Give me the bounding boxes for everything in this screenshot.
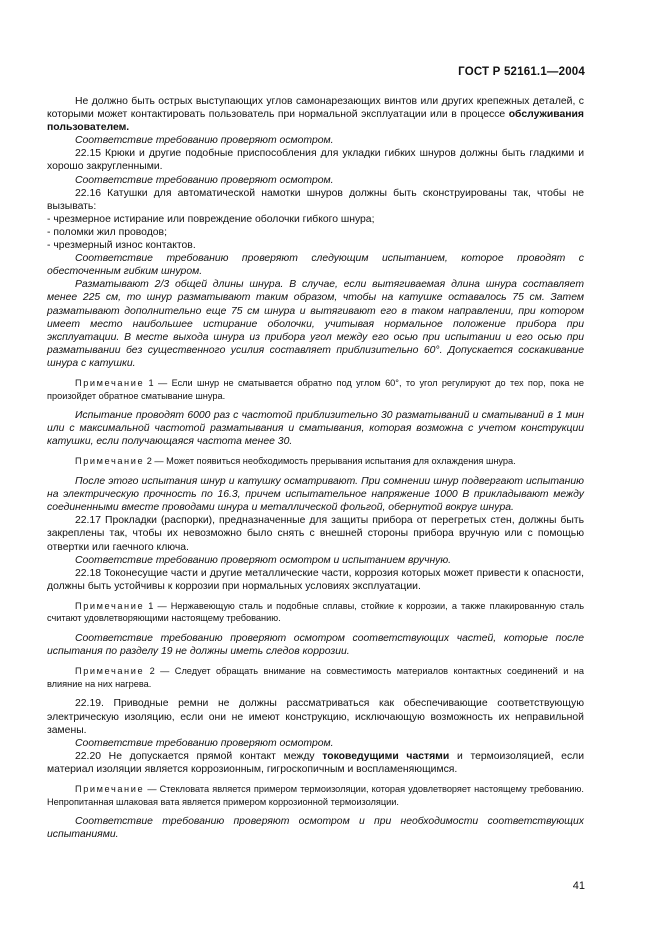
paragraph — [47, 174, 584, 187]
text-run: 22.20 Не допускается прямой контакт между — [75, 750, 323, 762]
paragraph — [47, 147, 584, 173]
document-body — [47, 95, 584, 841]
text-run: Не должно быть острых выступающих углов самонарезающих винтов или других крепежных деталей, с которыми может контактировать пользователь при нормальной эксплуатации или в процессе — [47, 96, 584, 121]
text-run: После этого испытания шнур и катушку осматривают. При сомнении шнур подвергают испытанию на электрическую прочность по 16.3, причем испытательное напряжение 1000 В прикладывают между соединенными вместе проводами шнура и металлической фольгой, обернутой вокруг шнура. — [47, 476, 584, 514]
paragraph — [47, 697, 584, 736]
text-run: - поломки жил проводов; — [47, 226, 167, 238]
text-run: Соответствие требованию проверяют осмотром. — [75, 135, 334, 147]
note-paragraph — [47, 783, 584, 808]
paragraph — [47, 239, 584, 252]
text-run: 22.17 Прокладки (распорки), предназначенные для защиты прибора от перегретых стен, должны быть закреплены так, чтобы их невозможно было снять с внешней стороны прибора вручную или с помощью отвертки или гаечного ключа. — [47, 515, 584, 553]
paragraph — [47, 278, 584, 370]
text-run: Соответствие требованию проверяют осмотром соответствующих частей, которые после испытания по разделу 19 не должны иметь следов коррозии. — [47, 633, 584, 658]
paragraph — [47, 514, 584, 553]
text-run: 22.16 Катушки для автоматической намотки шнуров должны быть сконструированы так, чтобы не вызывать: — [47, 187, 584, 212]
note-label: Примечание — [75, 377, 145, 388]
text-run: Разматывают 2/3 общей длины шнура. В случае, если вытягиваемая длина шнура составляет менее 225 см, то шнур разматывают таким образом, чтобы на катушке оставалось 75 см. Затем разматывают дополнительно еще 75 см шнура и вытягивают его в таком направлении, при котором имеет место наибольшее истирание оболочки, учитывая нормальное положение прибора при эксплуатации. В месте выхода шнура из прибора угол между его осью при испытании и его осью при разматывании без существенного усилия составляет приблизительно 60°. Допускается соскакивание шнура с катушки. — [47, 279, 584, 369]
text-run: Соответствие требованию проверяют следующим испытанием, которое проводят с обесточенным гибким шнуром. — [47, 253, 584, 278]
paragraph — [47, 409, 584, 448]
bold-term: токоведущими частями — [322, 750, 450, 762]
paragraph — [47, 632, 584, 658]
text-run: Соответствие требованию проверяют осмотром. — [75, 737, 334, 749]
document-header: ГОСТ Р 52161.1—2004 — [458, 66, 585, 78]
text-run: - чрезмерный износ контактов. — [47, 240, 196, 252]
paragraph — [47, 213, 584, 226]
note-paragraph — [47, 665, 584, 690]
text-run: и термоизоляцией, если материал изоляции является коррозионным, гигроскопичным и воспламеняющимся. — [47, 750, 585, 775]
text-run: 2 — Может появиться необходимость прерывания испытания для охлаждения шнура. — [144, 456, 516, 467]
paragraph — [47, 252, 584, 278]
note-paragraph — [47, 377, 584, 402]
text-run: 22.15 Крюки и другие подобные приспособления для укладки гибких шнуров должны быть гладкими и хорошо закругленными. — [47, 148, 584, 173]
text-run: — Стекловата является примером термоизоляции, которая удовлетворяет настоящему требованию. Непропитанная шлаковая вата является примером коррозионной термоизоляции. — [47, 784, 584, 807]
text-run: - чрезмерное истирание или повреждение оболочки гибкого шнура; — [47, 213, 375, 225]
paragraph — [47, 737, 584, 750]
note-label: Примечание — [75, 600, 145, 611]
text-run: Испытание проводят 6000 раз с частотой приблизительно 30 разматываний и сматываний в 1 мин или с максимальной частотой разматывания и сматывания, которая возможна с учетом конструкции катушки, если получающаяся частота менее 30. — [47, 410, 584, 448]
note-paragraph — [47, 455, 584, 468]
paragraph — [47, 187, 584, 213]
page-number: 41 — [572, 880, 585, 892]
note-label: Примечание — [75, 784, 145, 794]
text-run: 1 — Если шнур не сматывается обратно под углом 60°, то угол регулируют до тех пор, пока не произойдет обратное сматывание шнура. — [47, 377, 584, 401]
note-label: Примечание — [75, 666, 145, 677]
text-run: 2 — Следует обращать внимание на совместимость материалов контактных соединений и на влияние на них нагрева. — [47, 666, 584, 689]
text-run: 22.19. Приводные ремни не должны рассматриваться как обеспечивающие соответствующую электрическую изоляцию, если они не имеют конструкцию, исключающую возможность их неправильной замены. — [47, 698, 584, 736]
paragraph — [47, 815, 584, 841]
paragraph — [47, 475, 584, 514]
paragraph — [47, 567, 584, 593]
note-paragraph — [47, 600, 584, 625]
paragraph — [47, 750, 584, 776]
paragraph — [47, 554, 584, 567]
paragraph — [47, 95, 584, 134]
note-label: Примечание — [75, 456, 145, 467]
text-run: Соответствие требованию проверяют осмотром и при необходимости соответствующих испытаниями. — [47, 816, 584, 841]
text-run: Соответствие требованию проверяют осмотром. — [75, 174, 334, 186]
bold-term: обслуживания пользователем. — [47, 109, 584, 134]
text-run: 1 — Нержавеющую сталь и подобные сплавы, стойкие к коррозии, а также плакированную сталь считают удовлетворяющими настоящему требованию. — [47, 600, 584, 624]
text-run: 22.18 Токонесущие части и другие металлические части, коррозия которых может привести к опасности, должны быть устойчивы к коррозии при нормальных условиях эксплуатации. — [47, 567, 584, 592]
paragraph — [47, 226, 584, 239]
paragraph — [47, 134, 584, 147]
text-run: Соответствие требованию проверяют осмотром и испытанием вручную. — [75, 554, 452, 566]
